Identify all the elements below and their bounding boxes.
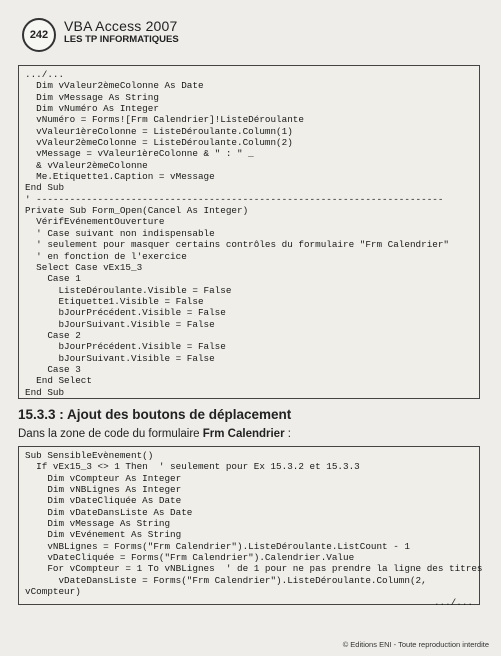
code-line: Case 3 (25, 363, 81, 375)
intro-form-name: Frm Calendrier (202, 428, 285, 440)
code-line: vNBLignes = Forms("Frm Calendrier").ListeDéroulante.ListCount - 1 (25, 540, 410, 552)
code-line: VérifEvénementOuverture (25, 216, 165, 228)
code-line: vDateDansListe = Forms("Frm Calendrier").ListeDéroulante.Column(2, (25, 574, 427, 586)
code-line: Dim vMessage As String (25, 91, 159, 103)
code-line: bJourPrécédent.Visible = False (25, 341, 226, 353)
copyright-footer: © Editions ENI - Toute reproduction interdite (342, 640, 489, 649)
code-line: bJourSuivant.Visible = False (25, 318, 215, 330)
code-line: Dim vDateCliquée As Date (25, 495, 182, 507)
page-number: 242 (22, 18, 56, 52)
code-line: vDateCliquée = Forms("Frm Calendrier").Calendrier.Value (25, 552, 355, 564)
code-line: ListeDéroulante.Visible = False (25, 284, 232, 296)
code-line: Case 1 (25, 273, 81, 285)
code-line: Sub SensibleEvènement() (25, 450, 154, 461)
code-block-form-open (18, 65, 480, 399)
code-line: vValeur1èreColonne = ListeDéroulante.Column(1) (25, 125, 293, 137)
code-line: Etiquette1.Visible = False (25, 295, 204, 307)
code-line: ' Case suivant non indispensable (25, 227, 215, 239)
code-line: If vEx15_3 <> 1 Then ' seulement pour Ex 15.3.2 et 15.3.3 (25, 461, 360, 473)
code-line: ' en fonction de l'exercice (25, 250, 187, 262)
intro-text: Dans la zone de code du formulaire (18, 428, 203, 440)
code-line: vCompteur) (25, 586, 81, 598)
code-line: .../... (25, 69, 65, 80)
code-line: Dim vMessage As String (25, 518, 171, 530)
code-line: & vValeur2èmeColonne (25, 159, 148, 171)
code-line: Dim vDateDansListe As Date (25, 506, 193, 518)
code-line: bJourSuivant.Visible = False (25, 352, 215, 364)
code-line: For vCompteur = 1 To vNBLignes ' de 1 pour ne pas prendre la ligne des titres (25, 563, 483, 575)
code-line: Select Case vEx15_3 (25, 261, 143, 273)
code-line: Case 2 (25, 329, 81, 341)
code-line: Private Sub Form_Open(Cancel As Integer) (25, 205, 249, 217)
code-line: ' ------------------------------------------------------------------------- (25, 193, 444, 205)
series-title: LES TP INFORMATIQUES (64, 34, 179, 45)
code-line: Dim vCompteur As Integer (25, 472, 182, 484)
code-line: End Sub (25, 386, 65, 398)
code-line: Dim vEvénement As String (25, 529, 182, 541)
page-header (14, 8, 494, 48)
intro-suffix: : (284, 428, 291, 440)
continuation-marker: .../... (433, 597, 473, 609)
code-line: vMessage = vValeur1èreColonne & " : " _ (25, 148, 254, 160)
code-line: End Select (25, 375, 92, 387)
code-line: bJourPrécédent.Visible = False (25, 307, 226, 319)
code-line: Dim vValeur2èmeColonne As Date (25, 80, 204, 92)
code-line: vNuméro = Forms![Frm Calendrier]!ListeDéroulante (25, 114, 304, 126)
code-line: Me.Etiquette1.Caption = vMessage (25, 171, 215, 183)
section-intro (18, 428, 291, 440)
code-block-sensible-evenement (18, 446, 483, 609)
code-line: vValeur2èmeColonne = ListeDéroulante.Column(2) (25, 137, 293, 149)
code-line: End Sub (25, 182, 65, 194)
code-line: ' seulement pour masquer certains contrôles du formulaire "Frm Calendrier" (25, 239, 450, 251)
book-title: VBA Access 2007 (64, 18, 178, 34)
code-line: Dim vNuméro As Integer (25, 103, 159, 115)
section-heading: 15.3.3 : Ajout des boutons de déplacement (18, 407, 292, 422)
code-line: Dim vNBLignes As Integer (25, 484, 182, 496)
